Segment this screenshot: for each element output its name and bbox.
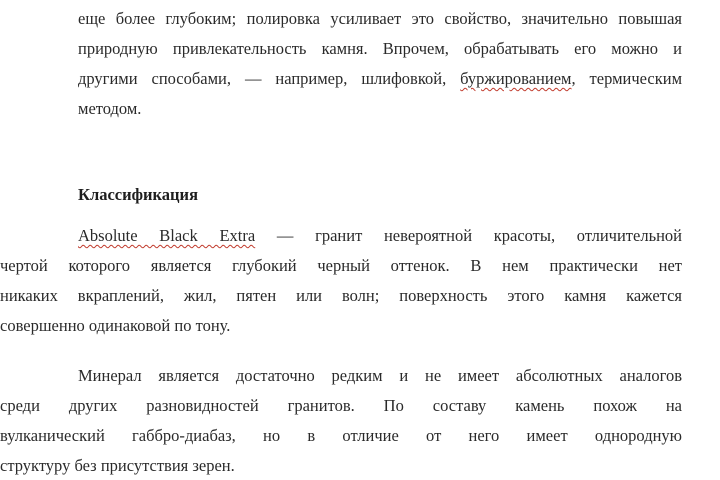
text-line: природную привлекательность камня. Впрочем, обрабатывать его можно и — [78, 39, 682, 58]
paragraph-classification — [0, 221, 683, 341]
text-line: Минерал является достаточно редким и не имеет абсолютных аналогов — [78, 366, 682, 385]
text-line: совершенно одинаковой по тону. — [0, 316, 231, 335]
paragraph-mineral — [0, 361, 682, 480]
text-fragment: — гранит невероятной красоты, отличительной — [255, 226, 683, 245]
section-heading: Классификация — [78, 185, 198, 204]
text-fragment: другими способами, — например, шлифовкой, — [78, 69, 461, 88]
text-line: вулканический габбро-диабаз, но в отличие от него имеет однородную — [0, 426, 682, 445]
misspelled-word[interactable]: Absolute Black Extra — [78, 226, 256, 245]
text-line: среди других разновидностей гранитов. По составу камень похож на — [0, 396, 682, 415]
text-line — [78, 221, 682, 251]
text-line: никаких вкраплений, жил, пятен или волн; поверхность этого камня кажется — [0, 286, 682, 305]
misspelled-word[interactable]: буржированием — [460, 69, 572, 88]
text-line: еще более глубоким; полировка усиливает это свойство, значительно повышая — [78, 9, 682, 28]
text-line: методом. — [78, 99, 142, 118]
text-line: структуру без присутствия зерен. — [0, 456, 235, 475]
paragraph-top — [78, 4, 682, 124]
text-line: чертой которого является глубокий черный оттенок. В нем практически нет — [0, 256, 682, 275]
text-fragment: , термическим — [571, 69, 683, 88]
text-line — [78, 64, 682, 94]
